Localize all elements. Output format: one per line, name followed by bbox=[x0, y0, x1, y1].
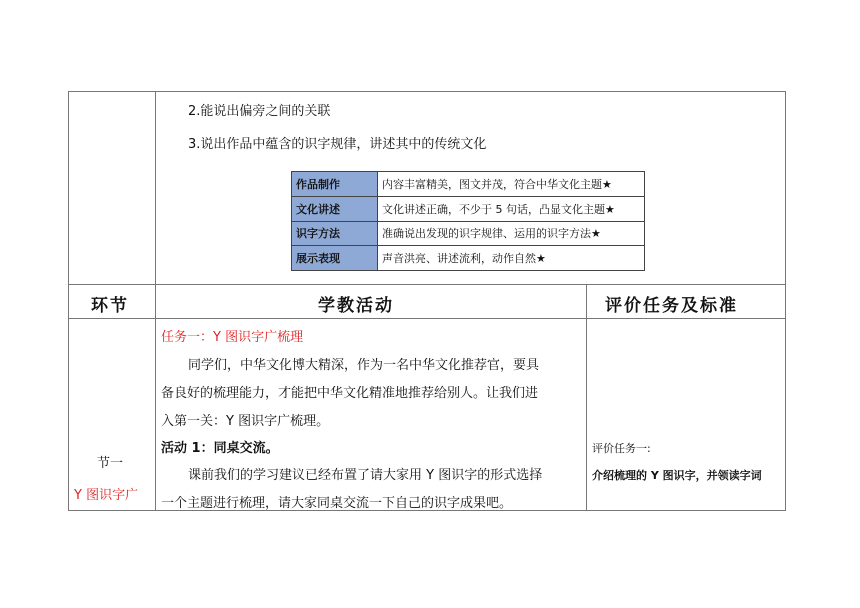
header-stage: 环节 bbox=[91, 296, 129, 316]
rubric-key: 展示表现 bbox=[292, 246, 378, 271]
rubric-key: 文化讲述 bbox=[292, 196, 378, 221]
evaluation-detail: 介绍梳理的 Y 图识字，并领读字词 bbox=[592, 469, 762, 482]
task-title: 任务一：Y 图识字广梳理 bbox=[161, 330, 304, 345]
header-top-line bbox=[68, 284, 786, 285]
rubric-key: 作品制作 bbox=[292, 172, 378, 197]
table-divider-col1 bbox=[155, 91, 156, 511]
header-activity: 学教活动 bbox=[318, 296, 394, 316]
rubric-table bbox=[291, 171, 645, 271]
evaluation-title: 评价任务一: bbox=[592, 442, 651, 455]
rubric-row bbox=[292, 246, 645, 271]
stage-name: Y 图识字广 bbox=[74, 488, 139, 503]
rubric-value: 内容丰富精美，图文并茂，符合中华文化主题★ bbox=[378, 172, 645, 197]
rubric-value: 声音洪亮、讲述流利，动作自然★ bbox=[378, 246, 645, 271]
activity-title: 活动 1：同桌交流。 bbox=[161, 441, 279, 456]
stage-label: 节一 bbox=[97, 456, 124, 471]
paragraph-line: 课前我们的学习建议已经布置了请大家用 Y 图识字的形式选择 bbox=[188, 468, 543, 483]
paragraph-line: 备良好的梳理能力，才能把中华文化精准地推荐给别人。让我们进 bbox=[161, 386, 539, 401]
rubric-value: 准确说出发现的识字规律、运用的识字方法★ bbox=[378, 221, 645, 246]
rubric-row bbox=[292, 172, 645, 197]
goal-item-2: 2.能说出偏旁之间的关联 bbox=[188, 104, 331, 119]
paragraph-line: 同学们，中华文化博大精深，作为一名中华文化推荐官，要具 bbox=[188, 358, 540, 373]
paragraph-line: 一个主题进行梳理，请大家同桌交流一下自己的识字成果吧。 bbox=[161, 496, 513, 511]
header-bottom-line bbox=[68, 318, 786, 319]
rubric-row bbox=[292, 221, 645, 246]
header-evaluation: 评价任务及标准 bbox=[605, 296, 738, 316]
goal-item-3: 3.说出作品中蕴含的识字规律，讲述其中的传统文化 bbox=[188, 137, 487, 152]
rubric-row bbox=[292, 196, 645, 221]
rubric-key: 识字方法 bbox=[292, 221, 378, 246]
paragraph-line: 入第一关：Y 图识字广梳理。 bbox=[161, 414, 330, 429]
rubric-value: 文化讲述正确，不少于 5 句话，凸显文化主题★ bbox=[378, 196, 645, 221]
